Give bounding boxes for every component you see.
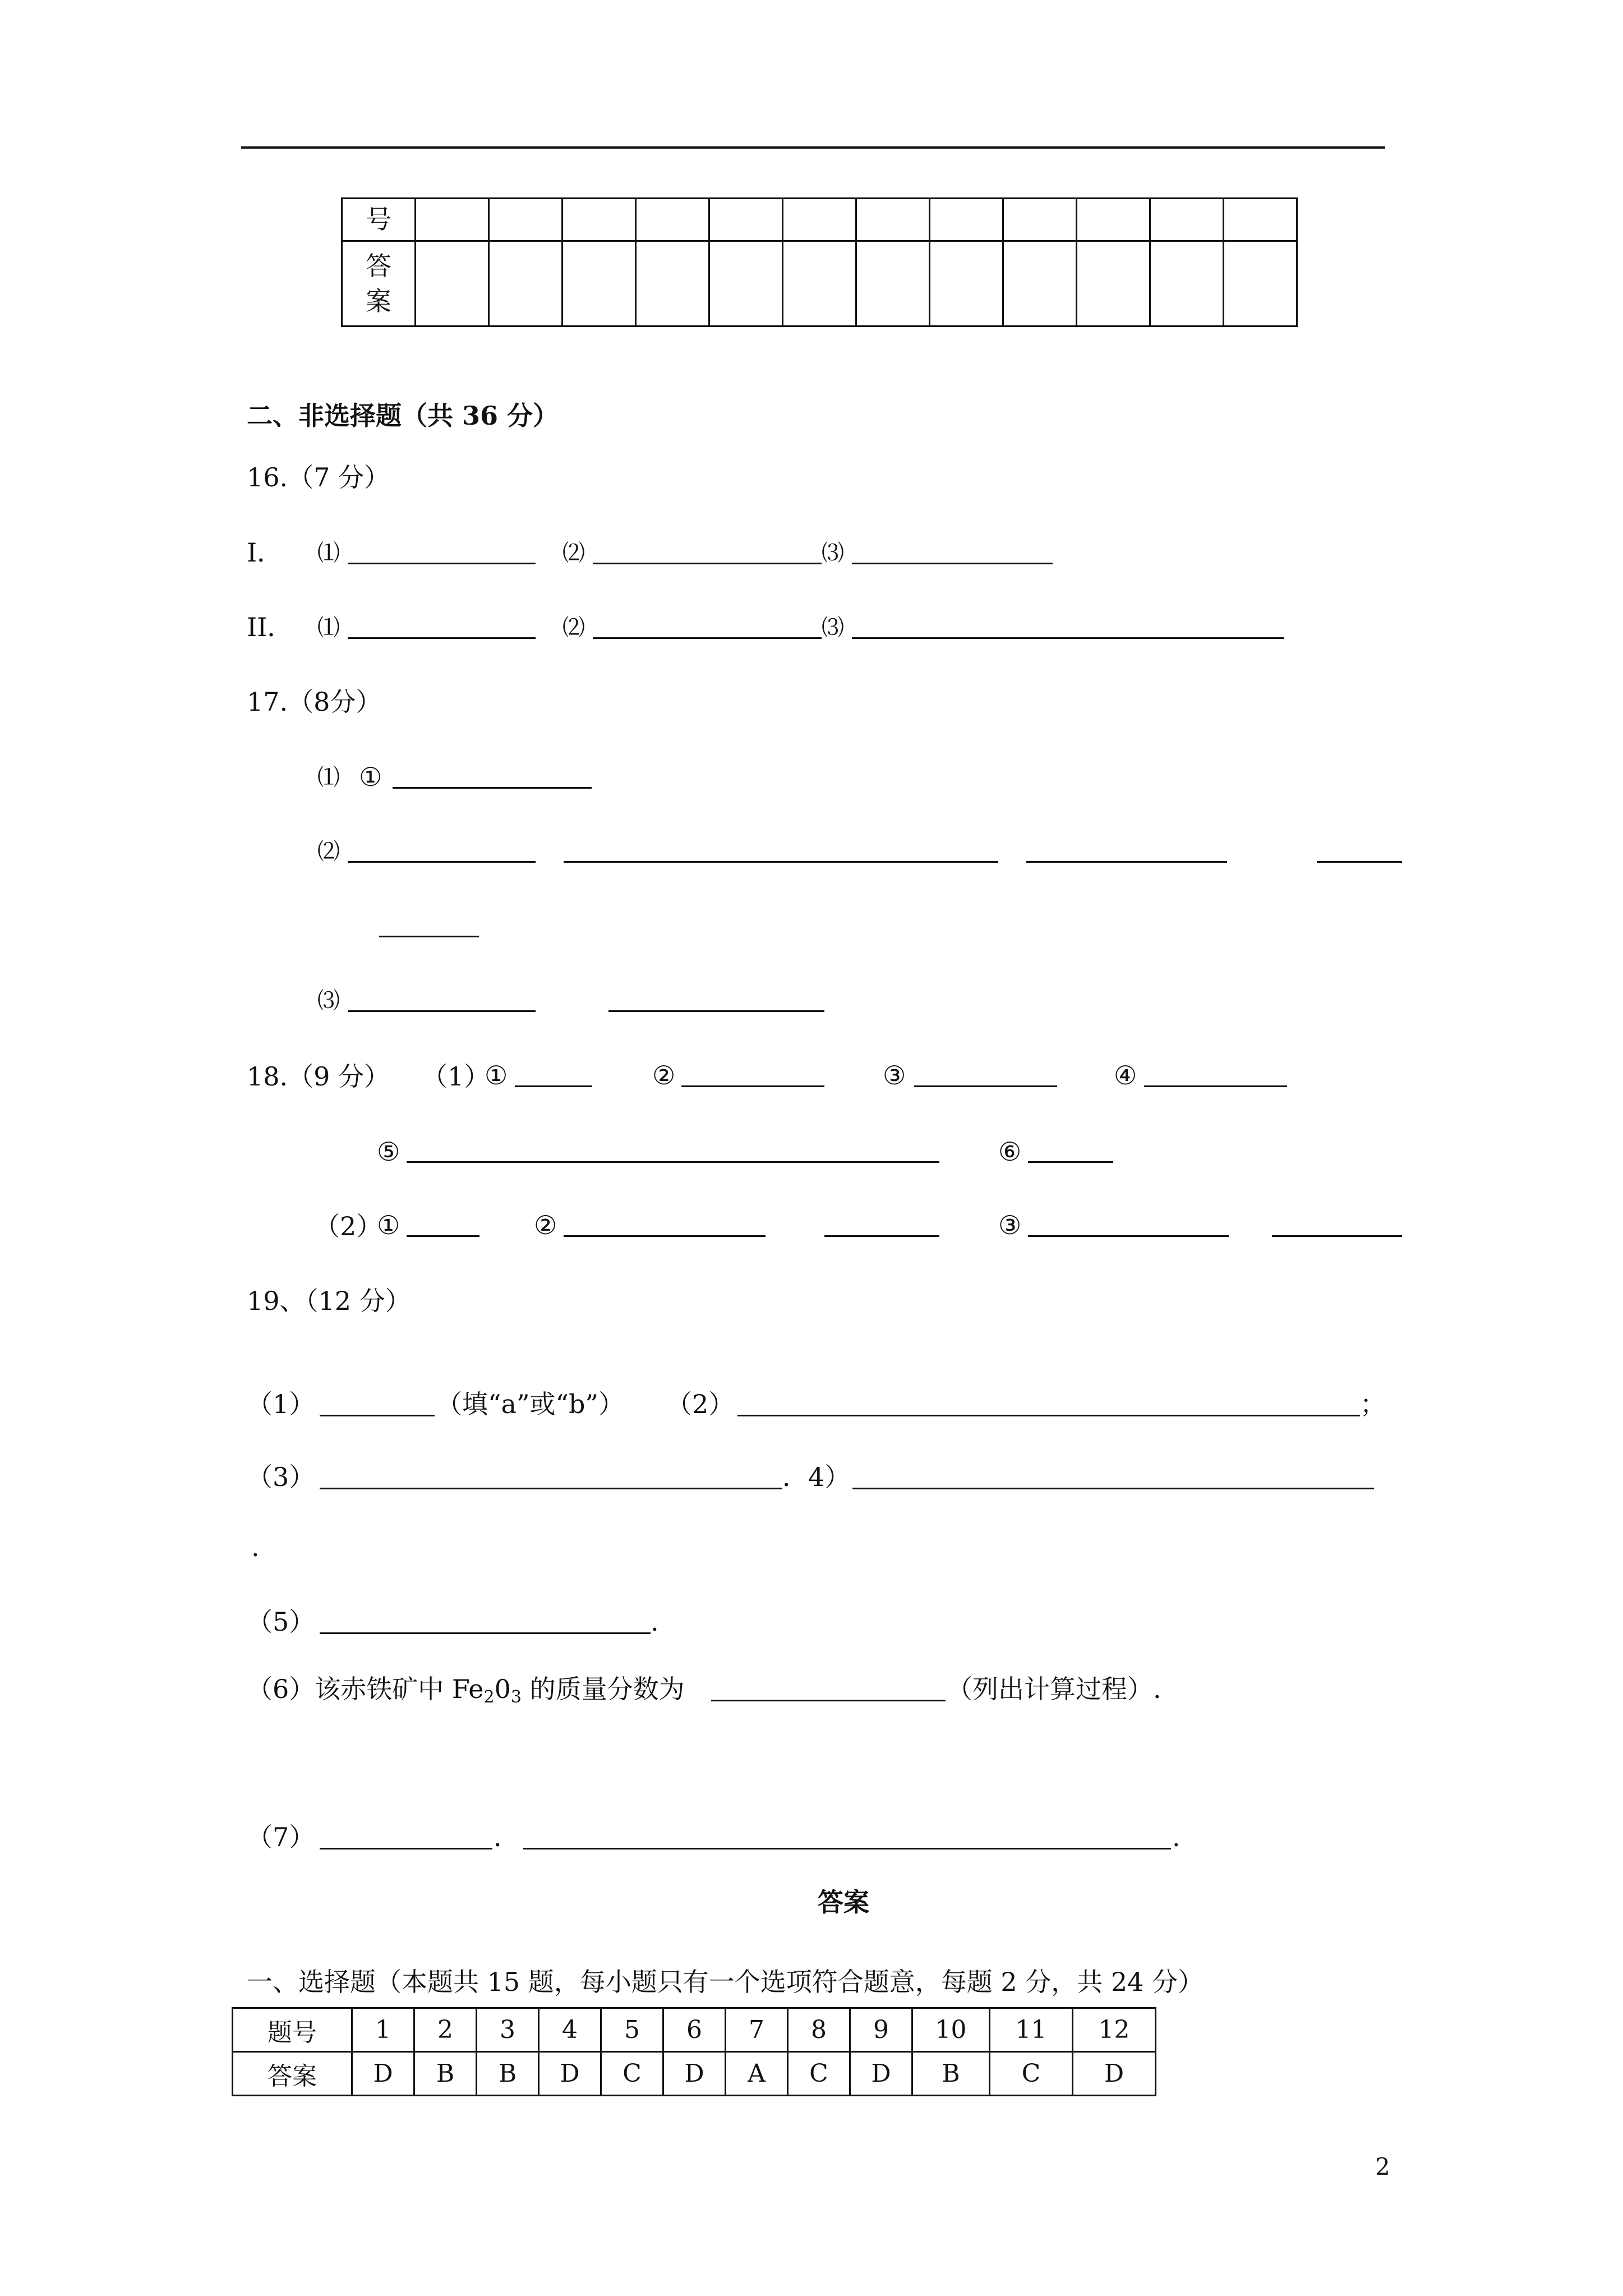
q19-part5: （5） [247, 1607, 315, 1637]
answer-section-1: 一、选择题（本题共 15 题，每小题只有一个选项符合题意，每题 2 分，共 24 分） [247, 1967, 1204, 1997]
grid-cell[interactable] [856, 199, 930, 241]
grid-cell[interactable] [1224, 199, 1297, 241]
answer-key-number: 3 [477, 2008, 539, 2052]
q18-1-blank-2[interactable] [681, 1085, 824, 1087]
grid-cell[interactable] [1003, 199, 1077, 241]
grid-row-label-answer: 答 案 [342, 241, 416, 326]
q19-5-end: . [651, 1607, 659, 1637]
answer-key-number: 10 [912, 2008, 990, 2052]
answer-key-number: 8 [788, 2008, 850, 2052]
q18-c5: ⑤ [377, 1137, 400, 1167]
q19-7-blank-a[interactable] [320, 1848, 492, 1849]
q18-c1: ① [485, 1060, 508, 1091]
q19-part3: （3） [247, 1462, 315, 1492]
answer-key-number: 6 [663, 2008, 726, 2052]
grid-cell[interactable] [489, 241, 562, 326]
q19-semicolon: ； [1360, 1389, 1386, 1419]
q18-2-blank-3a[interactable] [1028, 1235, 1229, 1237]
q18-2-c1: ① [377, 1210, 400, 1240]
q19-part7: （7） [247, 1822, 315, 1852]
q17-2-blank-e[interactable] [379, 936, 479, 937]
grid-cell[interactable] [930, 241, 1003, 326]
answer-key-answer: B [414, 2052, 477, 2096]
q19-5-blank[interactable] [320, 1632, 651, 1634]
q18-1-blank-5[interactable] [407, 1161, 939, 1163]
answer-key-number: 1 [352, 2008, 414, 2052]
q19-part1: （1） [247, 1389, 315, 1419]
grid-row-label-number: 号 [342, 199, 416, 241]
q19-6-end: （列出计算过程）. [947, 1674, 1161, 1704]
q16-title: 16.（7 分） [247, 462, 390, 493]
answer-key-label-answer: 答案 [233, 2052, 352, 2096]
q18-title: 18.（9 分） [247, 1061, 390, 1092]
q16-r1-p1: ⑴ [317, 540, 340, 566]
q17-2-blank-a[interactable] [348, 861, 536, 863]
grid-cell[interactable] [562, 241, 636, 326]
q19-title: 19、（12 分） [247, 1286, 411, 1316]
q16-r1-blank-3[interactable] [852, 563, 1053, 564]
q17-1-blank[interactable] [393, 787, 592, 789]
q18-c6: ⑥ [998, 1137, 1022, 1167]
q19-part6: （6）该赤铁矿中 $Fe_20_3$ 的质量分数为 [247, 1674, 685, 1707]
q17-3-blank-a[interactable] [348, 1010, 536, 1012]
answer-key-answer: C [788, 2052, 850, 2096]
q19-part4: ．4） [782, 1462, 851, 1492]
q18-c3: ③ [883, 1060, 906, 1091]
q17-2-blank-c[interactable] [1026, 861, 1227, 863]
grid-cell[interactable] [709, 199, 783, 241]
answer-grid-blank [341, 197, 1298, 327]
answer-key-number: 12 [1073, 2008, 1156, 2052]
q16-r2-blank-3[interactable] [852, 637, 1284, 639]
answer-key-answer: D [850, 2052, 912, 2096]
answer-key-number: 7 [726, 2008, 788, 2052]
q19-7-blank-b[interactable] [523, 1848, 1171, 1849]
answer-key-label-number: 题号 [233, 2008, 352, 2052]
grid-cell[interactable] [416, 199, 489, 241]
answer-key-number: 4 [539, 2008, 601, 2052]
q16-r1-blank-2[interactable] [593, 563, 822, 564]
grid-cell[interactable] [1150, 241, 1224, 326]
answer-key-answer: B [912, 2052, 990, 2096]
answer-key-number: 11 [990, 2008, 1073, 2052]
q19-part2: （2） [666, 1389, 735, 1419]
q18-1-blank-4[interactable] [1144, 1085, 1287, 1087]
grid-cell[interactable] [1077, 199, 1150, 241]
grid-cell[interactable] [783, 241, 856, 326]
q19-6-blank[interactable] [711, 1700, 946, 1701]
q18-part1: （1） [422, 1061, 490, 1092]
q18-1-blank-6[interactable] [1028, 1161, 1113, 1163]
header-rule [241, 146, 1385, 149]
grid-cell[interactable] [856, 241, 930, 326]
grid-cell[interactable] [562, 199, 636, 241]
q16-row-2-label: II． [247, 612, 293, 642]
q18-part2: （2） [314, 1211, 382, 1241]
q19-fill-hint: （填“a”或“b”） [436, 1389, 624, 1419]
answer-key-answer: C [601, 2052, 663, 2096]
answer-key-answer: C [990, 2052, 1073, 2096]
answer-key-answer: D [539, 2052, 601, 2096]
q18-2-c2: ② [534, 1210, 557, 1240]
q16-r2-p2: ⑵ [562, 615, 585, 641]
q18-2-c3: ③ [998, 1210, 1022, 1240]
q16-r2-blank-2[interactable] [593, 637, 822, 639]
q16-r1-blank-1[interactable] [348, 563, 536, 564]
q18-2-blank-1[interactable] [407, 1235, 479, 1237]
grid-cell[interactable] [1150, 199, 1224, 241]
answer-key-table [232, 2007, 1156, 2096]
q17-3-blank-b[interactable] [608, 1010, 824, 1012]
q17-2-blank-b[interactable] [564, 861, 998, 863]
answer-heading: 答案 [818, 1887, 869, 1917]
answer-key-number: 2 [414, 2008, 477, 2052]
answer-key-answer: B [477, 2052, 539, 2096]
q17-p1: ⑴ [317, 765, 340, 790]
grid-cell[interactable] [636, 241, 709, 326]
q17-title: 17.（8分） [247, 687, 382, 717]
q19-2-blank[interactable] [737, 1415, 1360, 1416]
answer-key-number: 9 [850, 2008, 912, 2052]
q19-1-blank[interactable] [320, 1415, 435, 1416]
grid-cell[interactable] [1003, 241, 1077, 326]
q19-7-end: . [1172, 1822, 1181, 1852]
q16-r2-blank-1[interactable] [348, 637, 536, 639]
answer-key-answer-row [233, 2052, 1156, 2096]
answer-key-answer: D [663, 2052, 726, 2096]
grid-cell[interactable] [1077, 241, 1150, 326]
q18-1-blank-3[interactable] [914, 1085, 1057, 1087]
q19-7-mid: ． [494, 1822, 519, 1852]
q18-c4: ④ [1114, 1060, 1137, 1091]
grid-cell[interactable] [636, 199, 709, 241]
grid-cell[interactable] [709, 241, 783, 326]
answer-key-answer: A [726, 2052, 788, 2096]
q18-2-blank-2a[interactable] [564, 1235, 766, 1237]
q19-3-blank[interactable] [320, 1488, 782, 1489]
grid-cell[interactable] [416, 241, 489, 326]
q19-4-end-dot: . [251, 1532, 260, 1562]
section-2-title: 二、非选择题（共 36 分） [247, 401, 559, 431]
q16-r1-p2: ⑵ [562, 540, 585, 566]
q16-r1-p3: ⑶ [822, 540, 844, 566]
q16-row-1-label: I． [247, 537, 283, 568]
q17-c1: ① [359, 762, 382, 792]
q17-p2: ⑵ [317, 839, 340, 864]
answer-key-answer: D [352, 2052, 414, 2096]
q16-r2-p1: ⑴ [317, 615, 340, 641]
q18-c2: ② [652, 1060, 676, 1091]
answer-key-answer: D [1073, 2052, 1156, 2096]
q17-2-blank-d[interactable] [1317, 861, 1402, 863]
q16-r2-p3: ⑶ [822, 615, 844, 641]
grid-cell[interactable] [783, 199, 856, 241]
q18-1-blank-1[interactable] [515, 1085, 592, 1087]
page-number: 2 [1375, 2153, 1390, 2180]
q19-4-blank[interactable] [852, 1488, 1374, 1489]
grid-cell[interactable] [489, 199, 562, 241]
answer-key-header-row [233, 2008, 1156, 2052]
q17-p3: ⑶ [317, 988, 340, 1014]
q18-2-blank-3b[interactable] [1272, 1235, 1402, 1237]
answer-key-number: 5 [601, 2008, 663, 2052]
grid-cell[interactable] [1224, 241, 1297, 326]
grid-cell[interactable] [930, 199, 1003, 241]
q18-2-blank-2b[interactable] [824, 1235, 939, 1237]
